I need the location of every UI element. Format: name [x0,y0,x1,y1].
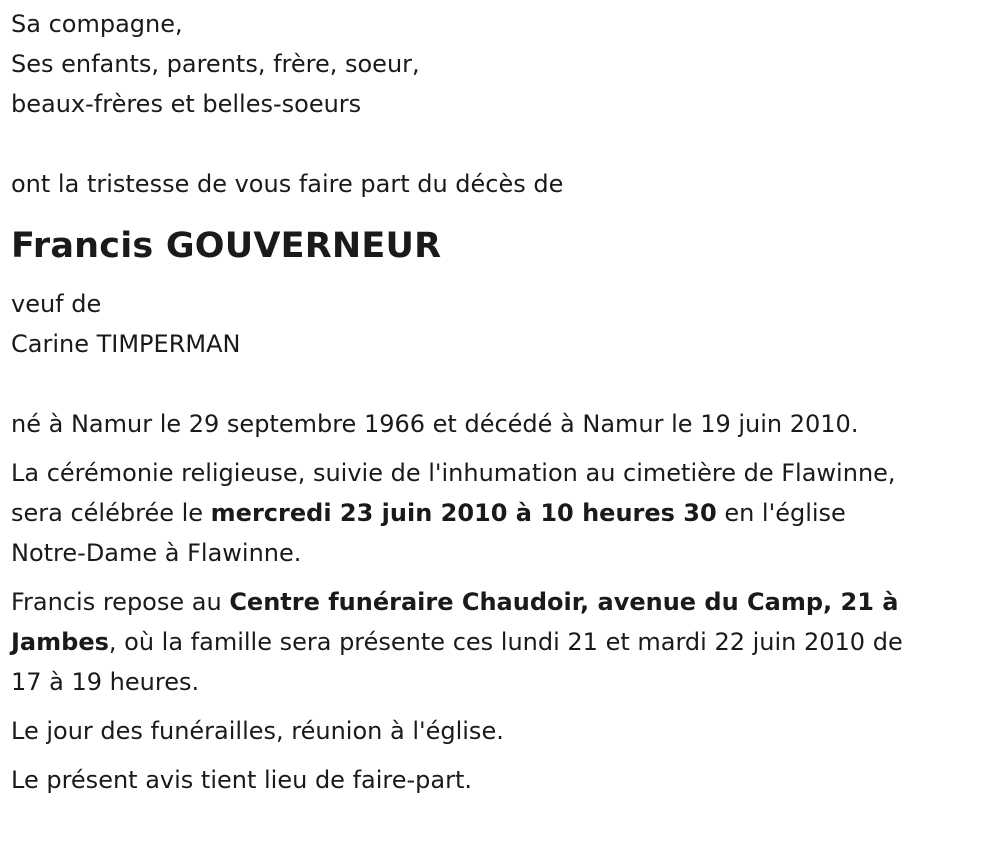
ceremony-line-1: La cérémonie religieuse, suivie de l'inhumation au cimetière de Flawinne, [11,459,896,487]
deceased-name: Francis GOUVERNEUR [11,226,442,266]
birth-death-text: né à Namur le 29 septembre 1966 et décédé à Namur le 19 juin 2010. [11,410,859,438]
rest-paragraph [11,582,980,702]
ceremony-line-3: Notre-Dame à Flawinne. [11,539,302,567]
spacer [11,124,980,164]
spouse-block [11,284,980,364]
widow-of-label: veuf de [11,290,102,318]
rest-line-3: 17 à 19 heures. [11,668,200,696]
ceremony-text-b: en l'église [716,499,846,527]
funeral-day-paragraph [11,711,980,751]
intro-block [11,4,980,204]
notice-text: Le présent avis tient lieu de faire-part. [11,766,473,794]
rest-line-1 [11,582,980,622]
intro-line-family: Ses enfants, parents, frère, soeur, [11,50,420,78]
spacer [11,364,980,404]
ceremony-line-2 [11,493,980,533]
rest-line-2 [11,622,980,662]
intro-line-companion: Sa compagne, [11,10,183,38]
intro-line-in-laws: beaux-frères et belles-soeurs [11,90,362,118]
intro-line-announcement: ont la tristesse de vous faire part du décès de [11,170,564,198]
details-block [11,404,980,800]
notice-paragraph [11,760,980,800]
ceremony-paragraph [11,453,980,573]
rest-text-b: , où la famille sera présente ces lundi 21 et mardi 22 juin 2010 de [108,628,903,656]
rest-location-2: Jambes [11,628,109,656]
ceremony-date-time: mercredi 23 juin 2010 à 10 heures 30 [210,499,717,527]
ceremony-text-a: sera célébrée le [11,499,211,527]
birth-death-paragraph [11,404,980,444]
funeral-day-text: Le jour des funérailles, réunion à l'église. [11,717,504,745]
rest-location-1: Centre funéraire Chaudoir, avenue du Camp, 21 à [229,588,899,616]
spouse-name: Carine TIMPERMAN [11,330,241,358]
rest-text-a: Francis repose au [11,588,230,616]
